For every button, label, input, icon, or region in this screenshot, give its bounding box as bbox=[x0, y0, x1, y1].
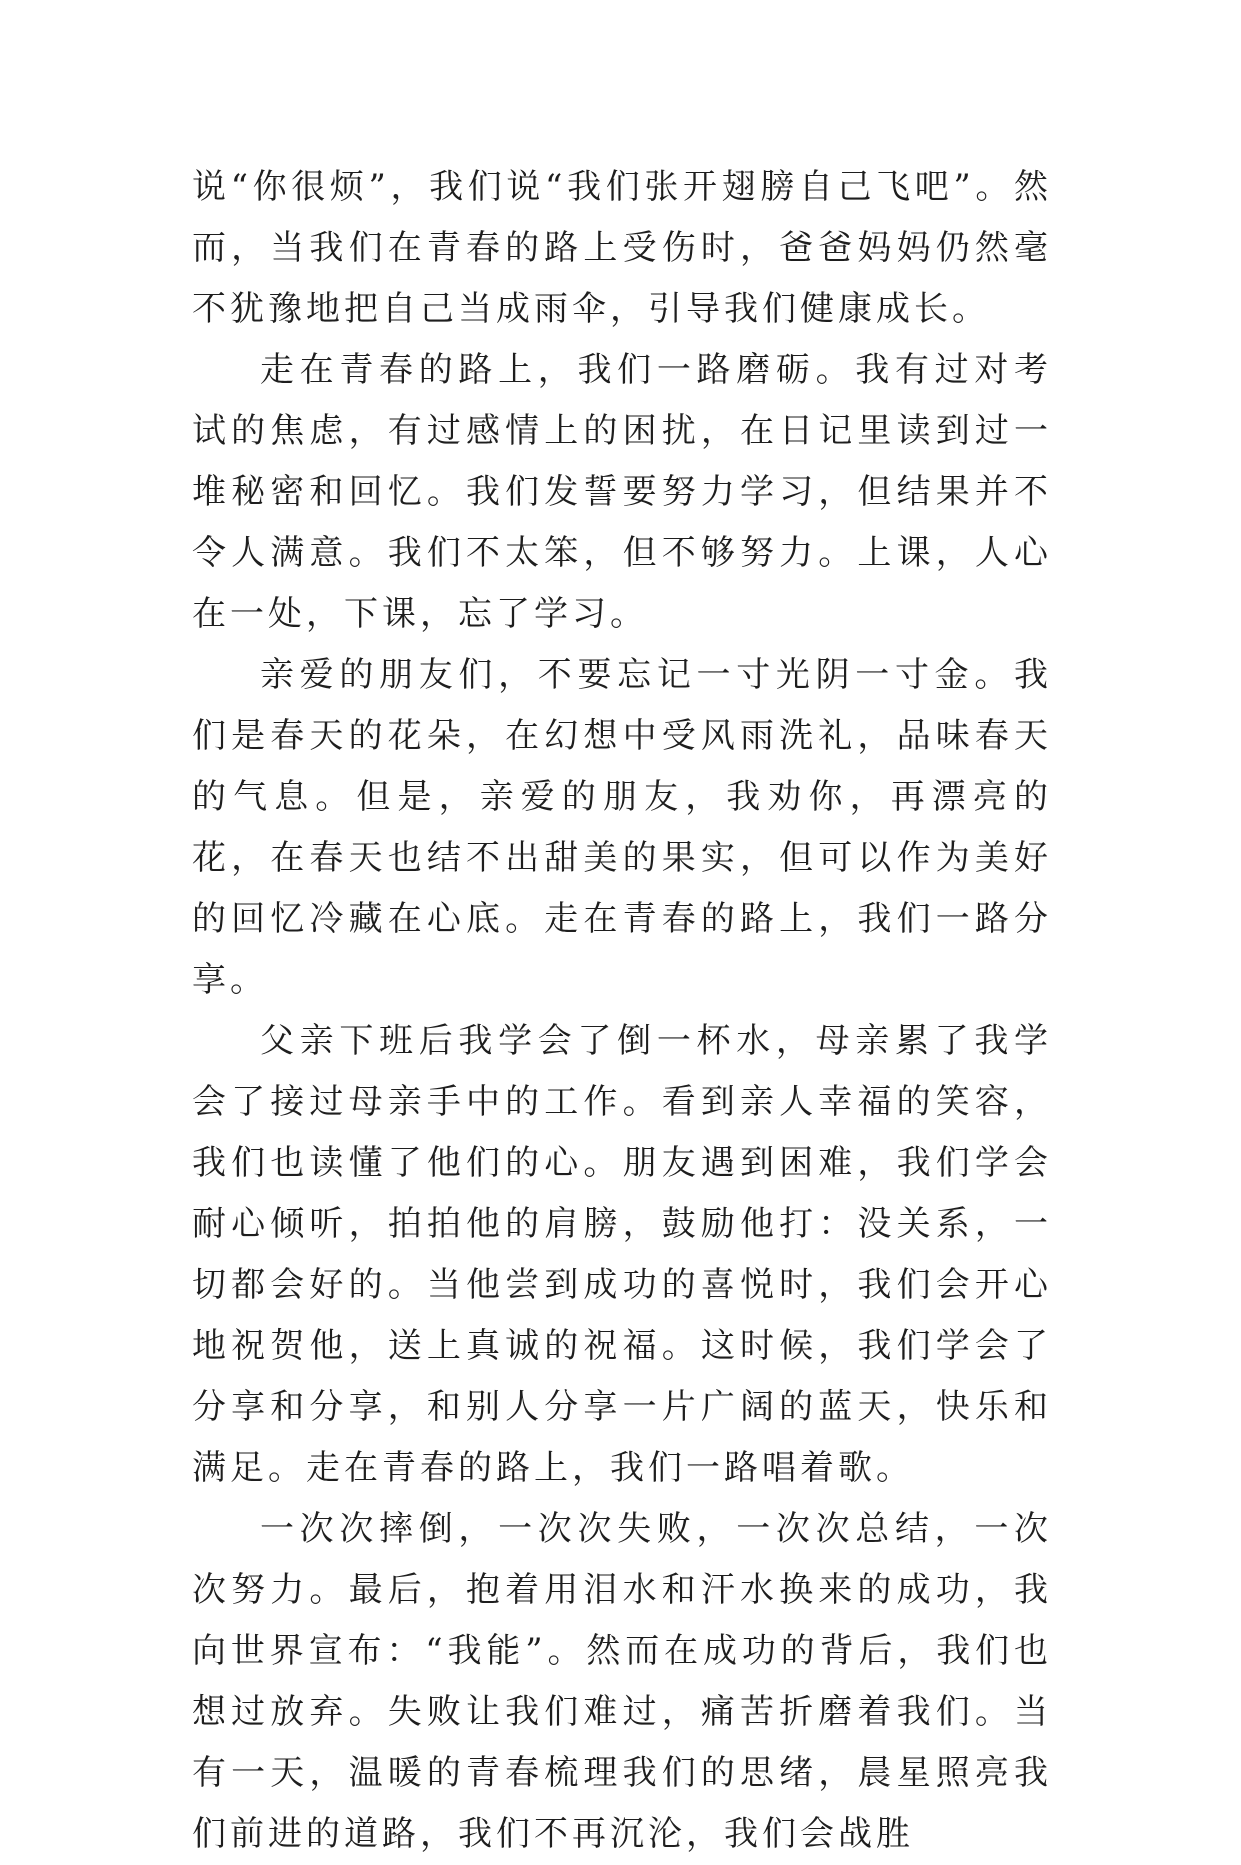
paragraph-4: 父亲下班后我学会了倒一杯水，母亲累了我学会了接过母亲手中的工作。看到亲人幸福的笑容，我们也读懂了他们的心。朋友遇到困难，我们学会耐心倾听，拍拍他的肩膀，鼓励他打：没关系，一切都会好的。当他尝到成功的喜悦时，我们会开心地祝贺他，送上真诚的祝福。这时候，我们学会了分享和分享，和别人分享一片广阔的蓝天，快乐和满足。走在青春的路上，我们一路唱着歌。 bbox=[192, 1021, 1052, 1488]
paragraph-3: 亲爱的朋友们，不要忘记一寸光阴一寸金。我们是春天的花朵，在幻想中受风雨洗礼，品味春天的气息。但是，亲爱的朋友，我劝你，再漂亮的花，在春天也结不出甜美的果实，但可以作为美好的回忆冷藏在心底。走在青春的路上，我们一路分享。 bbox=[192, 655, 1052, 1000]
paragraph-1: 说“你很烦”，我们说“我们张开翅膀自己飞吧”。然而，当我们在青春的路上受伤时，爸爸妈妈仍然毫不犹豫地把自己当成雨伞，引导我们健康成长。 bbox=[192, 167, 1052, 329]
paragraph-2: 走在青春的路上，我们一路磨砺。我有过对考试的焦虑，有过感情上的困扰，在日记里读到过一堆秘密和回忆。我们发誓要努力学习，但结果并不令人满意。我们不太笨，但不够努力。上课，人心在一处，下课，忘了学习。 bbox=[192, 350, 1052, 634]
paragraph-5: 一次次摔倒，一次次失败，一次次总结，一次次努力。最后，抱着用泪水和汗水换来的成功，我向世界宣布：“我能”。然而在成功的背后，我们也想过放弃。失败让我们难过，痛苦折磨着我们。当有一天，温暖的青春梳理我们的思绪，晨星照亮我们前进的道路，我们不再沉沦，我们会战胜 bbox=[192, 1509, 1052, 1854]
body-text bbox=[192, 157, 1052, 1865]
